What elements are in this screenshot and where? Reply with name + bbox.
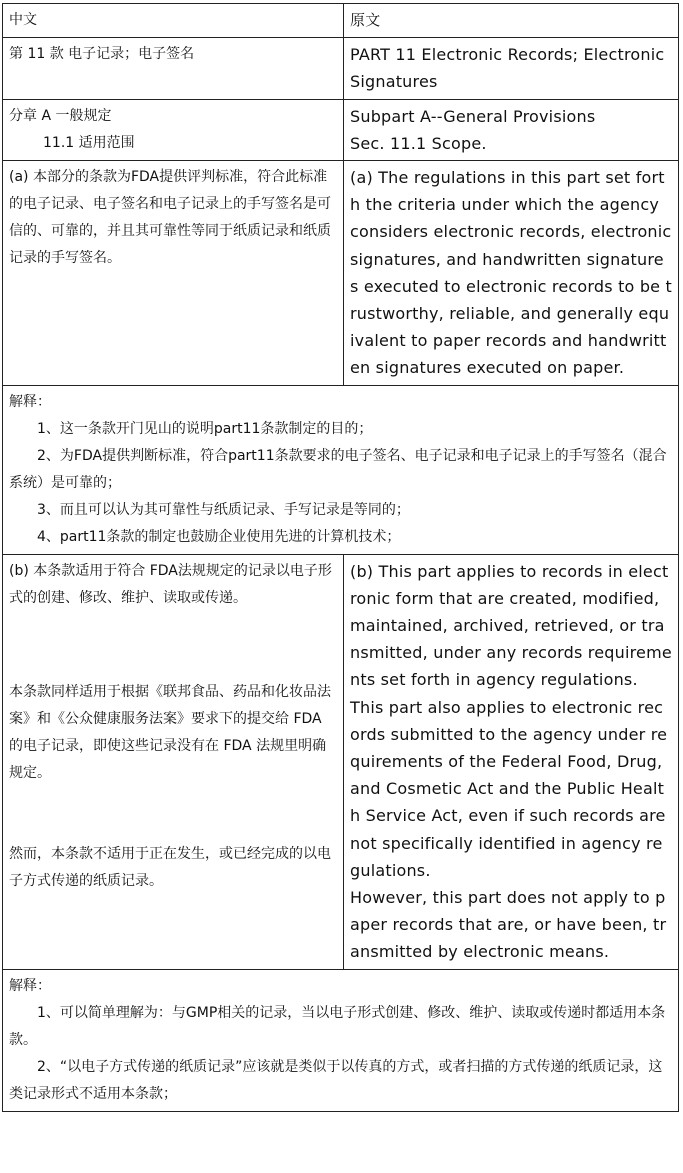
- explanation-2-item: 2、“以电子方式传递的纸质记录”应该就是类似于以传真的方式，或者扫描的方式传递的纸质记录，这类记录形式不适用本条款；: [9, 1058, 663, 1102]
- clause-a-row: [3, 161, 679, 386]
- clause-b-zh-p1: (b) 本条款适用于符合 FDA法规规定的记录以电子形式的创建、修改、维护、读取或传递。: [9, 562, 332, 606]
- clause-b-zh: [3, 554, 344, 969]
- explanation-2-item: 1、可以简单理解为：与GMP相关的记录，当以电子形式创建、修改、维护、读取或传递时都适用本条款。: [9, 1004, 666, 1048]
- explanation-1-row: [3, 385, 679, 554]
- part-row: [3, 38, 679, 99]
- clause-b-en-p3: However, this part does not apply to paper records that are, or have been, transmitted by electronic means.: [350, 888, 667, 962]
- subpart-en: [344, 99, 679, 160]
- explanation-1-item: 2、为FDA提供判断标准，符合part11条款要求的电子签名、电子记录和电子记录上的手写签名（混合系统）是可靠的；: [9, 447, 667, 491]
- header-zh: 中文: [3, 4, 344, 38]
- clause-b-zh-p3: 然而，本条款不适用于正在发生，或已经完成的以电子方式传递的纸质记录。: [9, 845, 331, 889]
- explanation-2-title: 解释：: [9, 977, 51, 994]
- subpart-row: [3, 99, 679, 160]
- subpart-zh-line1: 分章 A 一般规定: [9, 107, 112, 124]
- clause-b-en-p1: (b) This part applies to records in electronic form that are created, modified, maintained, archived, retrieved, or transmitted, under any records requirements set forth in agency regulations.: [350, 561, 672, 690]
- part-zh: 第 11 款 电子记录；电子签名: [3, 38, 344, 99]
- header-row: [3, 4, 679, 38]
- explanation-2-row: [3, 969, 679, 1111]
- clause-a-zh: (a) 本部分的条款为FDA提供评判标准，符合此标准的电子记录、电子签名和电子记录上的手写签名是可信的、可靠的，并且其可靠性等同于纸质记录和纸质记录的手写签名。: [3, 161, 344, 386]
- part-en-line2: Signatures: [350, 72, 438, 92]
- explanation-1-title: 解释：: [9, 393, 51, 410]
- explanation-1-item: 4、part11条款的制定也鼓励企业使用先进的计算机技术；: [37, 528, 401, 545]
- regulation-table: [2, 3, 679, 1112]
- clause-b-zh-p2: 本条款同样适用于根据《联邦食品、药品和化妆品法案》和《公众健康服务法案》要求下的提交给 FDA 的电子记录，即使这些记录没有在 FDA 法规里明确规定。: [9, 683, 331, 781]
- part-en: [344, 38, 679, 99]
- subpart-en-line1: Subpart A--General Provisions: [350, 106, 596, 126]
- explanation-1: [3, 385, 679, 554]
- explanation-1-item: 1、这一条款开门见山的说明part11条款制定的目的；: [37, 420, 373, 437]
- clause-b-en: [344, 554, 679, 969]
- clause-a-en: (a) The regulations in this part set forth the criteria under which the agency considers electronic records, electronic signatures, and handwritten signatures executed to electronic records to be trustworthy, reliable, and generally equivalent to paper records and handwritten signatures executed on paper.: [344, 161, 679, 386]
- subpart-en-line2: Sec. 11.1 Scope.: [350, 133, 487, 153]
- subpart-zh: [3, 99, 344, 160]
- clause-b-en-p2: This part also applies to electronic records submitted to the agency under requirements of the Federal Food, Drug, and Cosmetic Act and the Public Health Service Act, even if such records are not specifically identified in agency regulations.: [350, 697, 668, 880]
- part-en-line1: PART 11 Electronic Records; Electronic: [350, 45, 665, 65]
- header-en: 原文: [344, 4, 679, 38]
- explanation-2: [3, 969, 679, 1111]
- subpart-zh-line2: 11.1 适用范围: [43, 134, 135, 151]
- clause-b-row: [3, 554, 679, 969]
- explanation-1-item: 3、而且可以认为其可靠性与纸质记录、手写记录是等同的；: [37, 501, 410, 518]
